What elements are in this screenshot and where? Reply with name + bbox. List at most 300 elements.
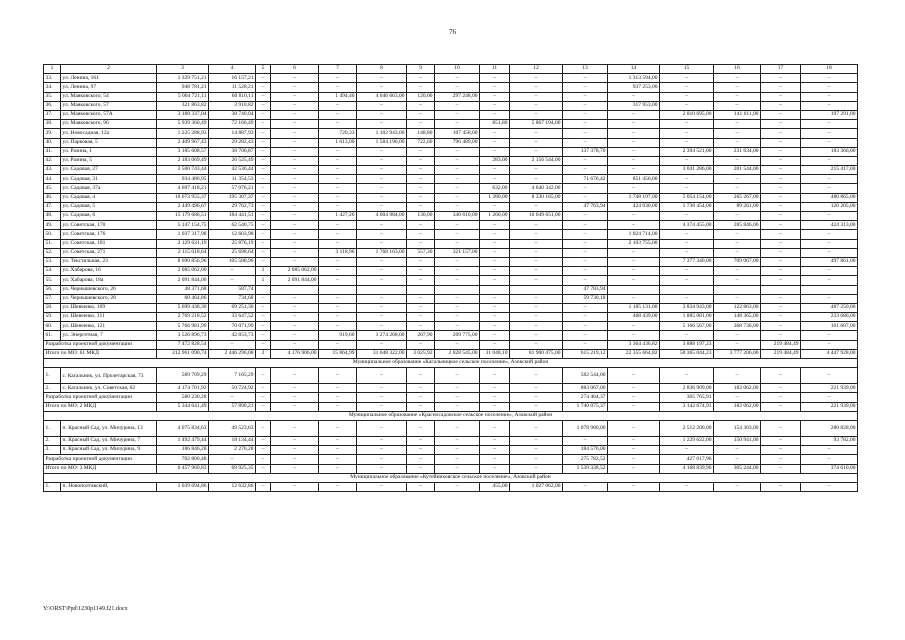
row-number: 46. — [44, 193, 61, 202]
value-cell: 3 025,92 — [407, 349, 435, 358]
value-cell: 2 103 755,00 — [608, 239, 660, 248]
value-cell: 215 417,00 — [801, 166, 858, 175]
value-cell: 632,00 — [480, 184, 510, 193]
value-cell: 883 067,00 — [563, 384, 608, 393]
value-cell: – — [209, 393, 256, 402]
value-cell: – — [714, 74, 761, 83]
value-cell — [319, 285, 357, 294]
row-number: 38. — [44, 120, 61, 129]
value-cell: – — [660, 92, 714, 101]
value-cell: – — [480, 248, 510, 257]
value-cell: 7 165,29 — [209, 368, 256, 384]
value-cell: – — [407, 436, 435, 445]
value-cell: 937 253,00 — [608, 83, 660, 92]
value-cell: 197 291,00 — [801, 110, 858, 119]
value-cell: – — [510, 101, 563, 110]
summary-label: Итого по МО: 3 МКД — [44, 464, 157, 473]
value-cell: – — [271, 368, 319, 384]
value-cell: – — [510, 446, 563, 455]
value-cell: – — [357, 276, 407, 285]
value-cell: 3 888 197,23 — [660, 340, 714, 349]
value-cell: – — [319, 230, 357, 239]
value-cell: – — [761, 230, 801, 239]
value-cell: – — [319, 74, 357, 83]
value-cell: 734,68 — [209, 294, 256, 303]
value-cell: 340 610,00 — [435, 212, 480, 221]
value-cell: – — [510, 239, 563, 248]
value-cell: 427 017,96 — [660, 455, 714, 464]
value-cell: – — [761, 120, 801, 129]
value-cell: – — [510, 276, 563, 285]
value-cell: – — [407, 294, 435, 303]
value-cell: 5 004 721,11 — [157, 92, 209, 101]
value-cell: 1 280,00 — [480, 193, 510, 202]
value-cell: 233 686,00 — [801, 313, 858, 322]
value-cell: 1 313 594,00 — [608, 74, 660, 83]
value-cell: – — [435, 239, 480, 248]
value-cell: 154 303,00 — [714, 420, 761, 436]
value-cell: – — [714, 482, 761, 491]
value-cell: – — [435, 267, 480, 276]
value-cell: – — [801, 248, 858, 257]
value-cell: 5 147 154,75 — [157, 221, 209, 230]
value-cell: – — [256, 402, 271, 411]
value-cell: – — [319, 193, 357, 202]
value-cell: – — [256, 202, 271, 211]
value-cell: – — [357, 257, 407, 266]
value-cell: – — [660, 230, 714, 239]
value-cell: – — [510, 402, 563, 411]
value-cell: – — [271, 120, 319, 129]
value-cell: – — [271, 482, 319, 491]
value-cell: – — [761, 74, 801, 83]
row-number: 1. — [44, 420, 61, 436]
value-cell: 2 449 496,67 — [157, 202, 209, 211]
value-cell: – — [660, 212, 714, 221]
value-cell: – — [357, 166, 407, 175]
value-cell: 557,30 — [407, 248, 435, 257]
value-cell: – — [761, 276, 801, 285]
value-cell: – — [319, 482, 357, 491]
value-cell: – — [357, 294, 407, 303]
value-cell: – — [407, 230, 435, 239]
value-cell: – — [480, 331, 510, 340]
value-cell: 468 439,00 — [608, 313, 660, 322]
value-cell: 182 062,00 — [714, 384, 761, 393]
value-cell: – — [510, 384, 563, 393]
value-cell: – — [319, 303, 357, 312]
value-cell: – — [761, 303, 801, 312]
value-cell: – — [510, 138, 563, 147]
address-cell: п. Красный Сад, ул. Мичурина, 13 — [61, 420, 157, 436]
value-cell: – — [435, 101, 480, 110]
column-header: 14 — [608, 65, 660, 74]
address-cell: ул. Хабарова, 16 — [61, 267, 157, 276]
table-row — [44, 322, 858, 331]
value-cell: – — [357, 322, 407, 331]
value-cell: – — [480, 166, 510, 175]
table-row — [44, 212, 858, 221]
value-cell: – — [319, 436, 357, 445]
value-cell: 150 941,00 — [714, 436, 761, 445]
value-cell: – — [357, 368, 407, 384]
value-cell: – — [510, 322, 563, 331]
value-cell: – — [357, 436, 407, 445]
value-cell: – — [608, 368, 660, 384]
value-cell: – — [480, 340, 510, 349]
value-cell: – — [319, 393, 357, 402]
value-cell: 709 067,00 — [714, 257, 761, 266]
value-cell: – — [435, 83, 480, 92]
column-header: 2 — [61, 65, 157, 74]
column-header: 8 — [357, 65, 407, 74]
value-cell: 47 763,94 — [563, 202, 608, 211]
value-cell: – — [256, 446, 271, 455]
table-row — [44, 239, 858, 248]
value-cell: – — [761, 420, 801, 436]
value-cell: 1 494,40 — [319, 92, 357, 101]
value-cell: 280 828,00 — [801, 420, 858, 436]
value-cell: – — [608, 257, 660, 266]
address-cell: ул. Садовая, 4 — [61, 193, 157, 202]
value-cell: – — [435, 230, 480, 239]
value-cell: – — [256, 322, 271, 331]
value-cell: 1 885 081,00 — [660, 313, 714, 322]
summary-row — [44, 402, 858, 411]
column-header: 18 — [801, 65, 858, 74]
value-cell: – — [407, 420, 435, 436]
table-row — [44, 101, 858, 110]
value-cell: 275 782,52 — [563, 455, 608, 464]
value-cell: – — [608, 110, 660, 119]
value-cell: – — [407, 193, 435, 202]
value-cell: – — [357, 193, 407, 202]
value-cell: – — [271, 384, 319, 393]
value-cell: 16 157,21 — [209, 74, 256, 83]
value-cell: – — [563, 331, 608, 340]
value-cell: – — [319, 110, 357, 119]
value-cell: – — [608, 166, 660, 175]
value-cell: – — [407, 276, 435, 285]
value-cell: 283,00 — [480, 156, 510, 165]
value-cell: 3 274 268,00 — [357, 331, 407, 340]
value-cell: – — [510, 393, 563, 402]
value-cell: – — [271, 455, 319, 464]
value-cell: 2 270,28 — [209, 446, 256, 455]
value-cell: 1 613,00 — [319, 138, 357, 147]
value-cell: 122 863,00 — [714, 303, 761, 312]
value-cell: – — [510, 248, 563, 257]
value-cell: 4 174 701,92 — [157, 384, 209, 393]
value-cell — [608, 285, 660, 294]
value-cell: – — [407, 303, 435, 312]
value-cell: 1 — [256, 267, 271, 276]
value-cell: 49 523,63 — [209, 420, 256, 436]
value-cell: – — [435, 464, 480, 473]
value-cell: – — [608, 120, 660, 129]
value-cell: 161 607,00 — [801, 322, 858, 331]
value-cell: – — [761, 267, 801, 276]
value-cell: – — [319, 294, 357, 303]
value-cell: 4 640 342,00 — [510, 184, 563, 193]
value-cell: 57 076,21 — [209, 184, 256, 193]
value-cell: 2 446 296,08 — [209, 349, 256, 358]
value-cell: 186 846,28 — [157, 446, 209, 455]
value-cell: 487 250,00 — [801, 303, 858, 312]
value-cell: – — [407, 368, 435, 384]
summary-label: Разработка проектной документации — [44, 455, 157, 464]
value-cell: 722,60 — [407, 138, 435, 147]
value-cell: – — [319, 276, 357, 285]
value-cell: – — [271, 248, 319, 257]
value-cell: – — [271, 74, 319, 83]
value-cell: 11 048,10 — [480, 349, 510, 358]
row-number: 3. — [44, 446, 61, 455]
value-cell: – — [714, 267, 761, 276]
value-cell: – — [435, 446, 480, 455]
value-cell: – — [319, 384, 357, 393]
value-cell: – — [256, 184, 271, 193]
value-cell: – — [357, 303, 407, 312]
value-cell: 31 648 322,00 — [357, 349, 407, 358]
table-row — [44, 248, 858, 257]
value-cell: – — [480, 147, 510, 156]
value-cell: – — [256, 257, 271, 266]
value-cell — [271, 285, 319, 294]
row-number: 54. — [44, 267, 61, 276]
value-cell: – — [435, 193, 480, 202]
value-cell: 582 544,00 — [563, 368, 608, 384]
value-cell: – — [714, 455, 761, 464]
value-cell: – — [714, 92, 761, 101]
value-cell: – — [480, 175, 510, 184]
value-cell: 1 078 980,00 — [563, 420, 608, 436]
value-cell: – — [407, 446, 435, 455]
value-cell: – — [435, 384, 480, 393]
row-number: 47. — [44, 202, 61, 211]
row-number: 39. — [44, 129, 61, 138]
value-cell: – — [256, 248, 271, 257]
row-number: 2. — [44, 384, 61, 393]
value-cell: – — [435, 221, 480, 230]
address-cell: ул. Садовая, 27 — [61, 166, 157, 175]
value-cell: – — [407, 147, 435, 156]
value-cell: 4 176 906,00 — [271, 349, 319, 358]
value-cell: 2 394 521,00 — [660, 147, 714, 156]
value-cell: – — [256, 464, 271, 473]
value-cell: – — [761, 313, 801, 322]
value-cell: 72 166,49 — [209, 120, 256, 129]
value-cell: – — [209, 455, 256, 464]
value-cell: 321 157,00 — [435, 248, 480, 257]
value-cell: – — [801, 184, 858, 193]
value-cell: – — [407, 221, 435, 230]
value-cell: 5 054 154,00 — [660, 193, 714, 202]
value-cell: – — [435, 184, 480, 193]
value-cell: – — [319, 257, 357, 266]
value-cell: – — [435, 402, 480, 411]
value-cell: – — [761, 331, 801, 340]
value-cell: – — [256, 294, 271, 303]
value-cell: – — [435, 368, 480, 384]
value-cell: 69 925,35 — [209, 464, 256, 473]
value-cell: – — [761, 92, 801, 101]
value-cell: – — [271, 446, 319, 455]
value-cell: 3 118,96 — [319, 248, 357, 257]
value-cell: 60 464,86 — [157, 294, 209, 303]
value-cell: – — [801, 120, 858, 129]
value-cell: – — [357, 156, 407, 165]
value-cell: – — [801, 331, 858, 340]
value-cell: 3 041 286,00 — [660, 166, 714, 175]
address-cell: ул. Хабарова, 18а — [61, 276, 157, 285]
value-cell: – — [510, 267, 563, 276]
summary-row — [44, 464, 858, 473]
value-cell: – — [271, 257, 319, 266]
value-cell: – — [761, 138, 801, 147]
value-cell: 25 698,64 — [209, 248, 256, 257]
value-cell: 1 039 694,86 — [157, 482, 209, 491]
value-cell: – — [563, 436, 608, 445]
address-cell: ул. Чернышевского, 28 — [61, 294, 157, 303]
address-cell: ул. Чернышевского, 26 — [61, 285, 157, 294]
value-cell: – — [256, 393, 271, 402]
value-cell: – — [660, 276, 714, 285]
row-number: 45. — [44, 184, 61, 193]
value-cell: – — [256, 156, 271, 165]
address-cell: ул. Маяковского, 57 — [61, 101, 157, 110]
value-cell: – — [761, 175, 801, 184]
value-cell: – — [714, 138, 761, 147]
row-number: 48. — [44, 212, 61, 221]
column-header: 10 — [435, 65, 480, 74]
value-cell: – — [510, 313, 563, 322]
value-cell: – — [256, 92, 271, 101]
value-cell: – — [608, 446, 660, 455]
value-cell: – — [407, 239, 435, 248]
value-cell: 212 961 090,74 — [157, 349, 209, 358]
value-cell: – — [510, 166, 563, 175]
value-cell — [801, 285, 858, 294]
value-cell: 948 781,21 — [157, 83, 209, 92]
value-cell: – — [319, 175, 357, 184]
value-cell: 1 584 196,00 — [357, 138, 407, 147]
value-cell: 2 810 695,00 — [660, 110, 714, 119]
value-cell: – — [563, 303, 608, 312]
value-cell: – — [271, 393, 319, 402]
value-cell: – — [357, 402, 407, 411]
row-number: 1. — [44, 482, 61, 491]
row-number: 37. — [44, 110, 61, 119]
value-cell: – — [510, 464, 563, 473]
value-cell: – — [480, 230, 510, 239]
value-cell: – — [319, 166, 357, 175]
value-cell: 209 775,00 — [435, 331, 480, 340]
value-cell: 321 863,82 — [157, 101, 209, 110]
value-cell: 26 525,49 — [209, 156, 256, 165]
value-cell: 58 365 044,23 — [660, 349, 714, 358]
value-cell: 3 364 436,82 — [608, 340, 660, 349]
value-cell: – — [660, 83, 714, 92]
value-cell: – — [608, 92, 660, 101]
row-number: 2. — [44, 436, 61, 445]
value-cell: – — [510, 257, 563, 266]
value-cell: – — [608, 248, 660, 257]
value-cell: – — [761, 322, 801, 331]
value-cell: – — [357, 221, 407, 230]
value-cell: 1 427,20 — [319, 212, 357, 221]
value-cell: – — [801, 156, 858, 165]
value-cell: – — [563, 138, 608, 147]
value-cell: 2 091 844,00 — [157, 276, 209, 285]
value-cell: – — [319, 368, 357, 384]
value-cell: – — [256, 193, 271, 202]
address-cell: ул. Текстильная, 23 — [61, 257, 157, 266]
value-cell: 2 091 844,00 — [271, 276, 319, 285]
row-number: 41. — [44, 147, 61, 156]
row-number: 58. — [44, 303, 61, 312]
value-cell: – — [271, 202, 319, 211]
value-cell: – — [256, 129, 271, 138]
value-cell: – — [563, 267, 608, 276]
value-cell: 374 610,00 — [801, 464, 858, 473]
value-cell: 3 910,82 — [209, 101, 256, 110]
value-cell: 5 867 194,00 — [510, 120, 563, 129]
value-cell: 2 769 218,52 — [157, 313, 209, 322]
row-number: 49. — [44, 221, 61, 230]
value-cell: – — [407, 340, 435, 349]
value-cell: – — [801, 368, 858, 384]
table-row — [44, 138, 858, 147]
value-cell: 3 500 743,44 — [157, 166, 209, 175]
value-cell: – — [761, 368, 801, 384]
value-cell: 2 156 544,00 — [510, 156, 563, 165]
value-cell: 265 267,00 — [714, 193, 761, 202]
value-cell: – — [480, 446, 510, 455]
value-cell: – — [480, 313, 510, 322]
value-cell: 919,60 — [319, 331, 357, 340]
address-cell: ул. Советская, 176 — [61, 230, 157, 239]
value-cell: 201 544,00 — [714, 166, 761, 175]
value-cell: – — [357, 184, 407, 193]
value-cell: – — [510, 175, 563, 184]
table-row — [44, 221, 858, 230]
address-cell: ул. Садовая, 31 — [61, 175, 157, 184]
value-cell: 5 766 981,99 — [157, 322, 209, 331]
value-cell: – — [256, 166, 271, 175]
summary-row — [44, 393, 858, 402]
value-cell: – — [801, 276, 858, 285]
value-cell: 497 861,00 — [801, 257, 858, 266]
value-cell: – — [319, 313, 357, 322]
value-cell: – — [435, 420, 480, 436]
summary-label: Разработка проектной документации — [44, 393, 157, 402]
value-cell — [480, 285, 510, 294]
value-cell: 12 603,98 — [209, 230, 256, 239]
value-cell — [435, 285, 480, 294]
column-header: 4 — [209, 65, 256, 74]
value-cell: – — [801, 455, 858, 464]
column-header: 12 — [510, 65, 563, 74]
value-cell: – — [319, 340, 357, 349]
address-cell: ул. Маяковского, 57А — [61, 110, 157, 119]
column-header: 1 — [44, 65, 61, 74]
value-cell: 18 134,44 — [209, 436, 256, 445]
value-cell: 4 646 663,00 — [357, 92, 407, 101]
value-cell: – — [563, 221, 608, 230]
value-cell: – — [801, 101, 858, 110]
value-cell: 50 724,92 — [209, 384, 256, 393]
